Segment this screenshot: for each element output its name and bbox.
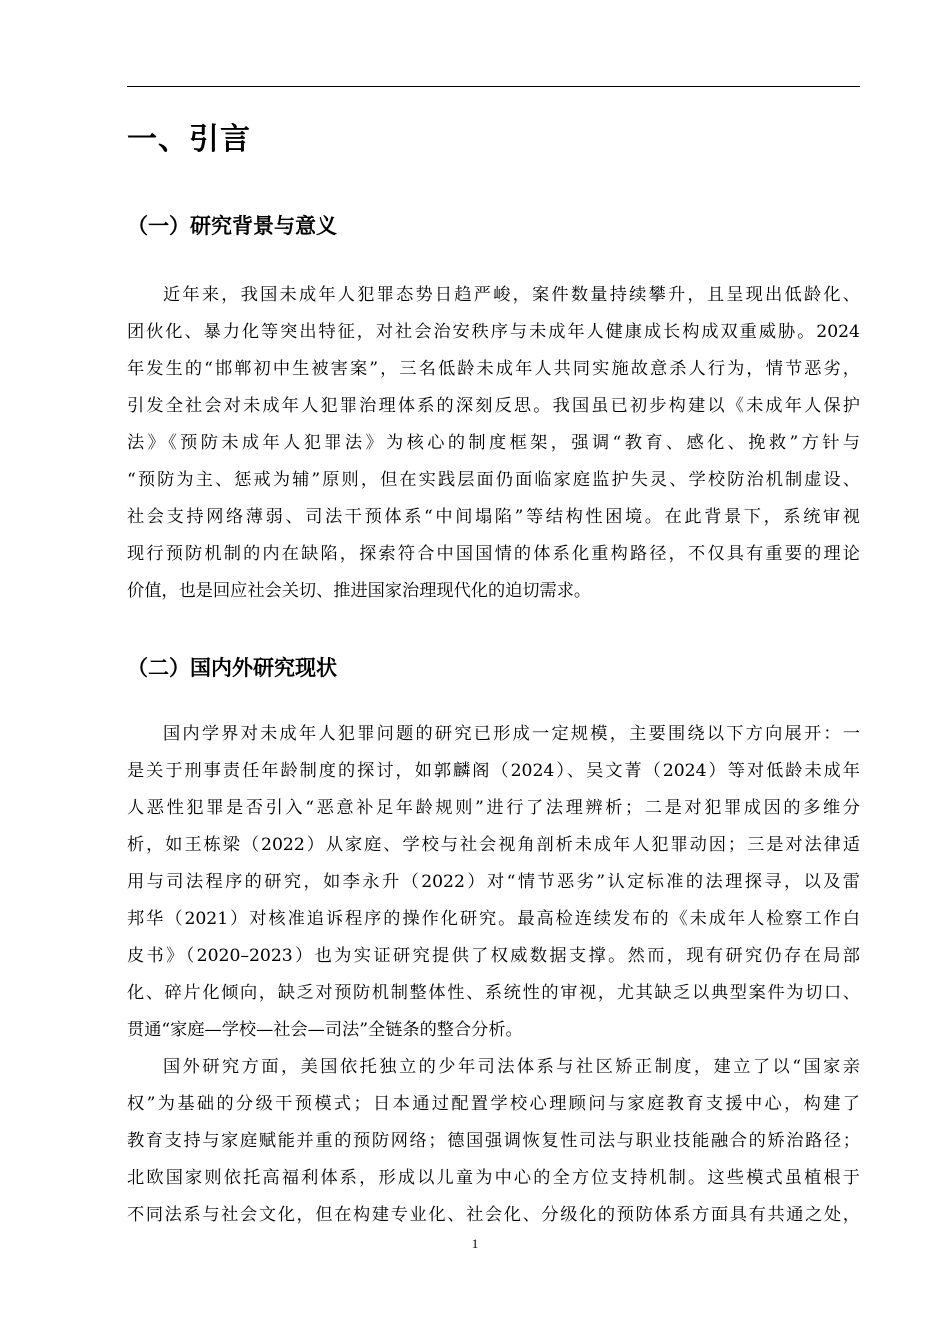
paragraph-line: 是关于刑事责任年龄制度的探讨，如郭麟阁（2024）、吴文菁（2024）等对低龄未成年 bbox=[127, 761, 860, 781]
paragraph-line: 法》《预防未成年人犯罪法》为核心的制度框架，强调“教育、感化、挽救”方针与 bbox=[127, 433, 860, 453]
paragraph-line: 团伙化、暴力化等突出特征，对社会治安秩序与未成年人健康成长构成双重威胁。2024 bbox=[127, 322, 860, 342]
paragraph-domestic-research bbox=[127, 716, 860, 1049]
paragraph-background bbox=[127, 277, 860, 610]
paragraph-line: 化、碎片化倾向，缺乏对预防机制整体性、系统性的审视，尤其缺乏以典型案件为切口、 bbox=[127, 983, 860, 1003]
paragraph-line: 贯通“家庭—学校—社会—司法”全链条的整合分析。 bbox=[127, 1020, 523, 1040]
paragraph-line: 权”为基础的分级干预模式；日本通过配置学校心理顾问与家庭教育支援中心，构建了 bbox=[127, 1094, 860, 1114]
section-heading-2: （二）国内外研究现状 bbox=[127, 656, 337, 680]
paragraph-line: 不同法系与社会文化，但在构建专业化、社会化、分级化的预防体系方面具有共通之处， bbox=[127, 1205, 860, 1225]
paragraph-line: 国内学界对未成年人犯罪问题的研究已形成一定规模，主要围绕以下方向展开：一 bbox=[163, 724, 860, 744]
paragraph-line: 国外研究方面，美国依托独立的少年司法体系与社区矫正制度，建立了以“国家亲 bbox=[163, 1057, 860, 1077]
paragraph-line: 邦华（2021）对核准追诉程序的操作化研究。最高检连续发布的《未成年人检察工作白 bbox=[127, 909, 860, 929]
paragraph-line: “预防为主、惩戒为辅”原则，但在实践层面仍面临家庭监护失灵、学校防治机制虚设、 bbox=[127, 470, 860, 490]
paragraph-line: 社会支持网络薄弱、司法干预体系“中间塌陷”等结构性困境。在此背景下，系统审视 bbox=[127, 507, 860, 527]
paragraph-line: 现行预防机制的内在缺陷，探索符合中国国情的体系化重构路径，不仅具有重要的理论 bbox=[127, 544, 860, 564]
paragraph-line: 年发生的“邯郸初中生被害案”，三名低龄未成年人共同实施故意杀人行为，情节恶劣， bbox=[127, 359, 860, 379]
paragraph-line: 引发全社会对未成年人犯罪治理体系的深刻反思。我国虽已初步构建以《未成年人保护 bbox=[127, 396, 860, 416]
paragraph-line: 皮书》（2020–2023）也为实证研究提供了权威数据支撑。然而，现有研究仍存在局部 bbox=[127, 946, 860, 966]
paragraph-line: 人恶性犯罪是否引入“恶意补足年龄规则”进行了法理辨析；二是对犯罪成因的多维分 bbox=[127, 798, 860, 818]
paragraph-line: 教育支持与家庭赋能并重的预防网络；德国强调恢复性司法与职业技能融合的矫治路径； bbox=[127, 1131, 860, 1151]
paragraph-line: 用与司法程序的研究，如李永升（2022）对“情节恶劣”认定标准的法理探寻，以及雷 bbox=[127, 872, 860, 892]
paragraph-line: 北欧国家则依托高福利体系，形成以儿童为中心的全方位支持机制。这些模式虽植根于 bbox=[127, 1168, 860, 1188]
header-rule bbox=[127, 86, 860, 87]
page-number: 1 bbox=[471, 1236, 479, 1251]
paragraph-foreign-research bbox=[127, 1049, 860, 1234]
paragraph-line: 近年来，我国未成年人犯罪态势日趋严峻，案件数量持续攀升，且呈现出低龄化、 bbox=[163, 285, 860, 305]
chapter-title: 一、引言 bbox=[127, 122, 251, 157]
section-heading-1: （一）研究背景与意义 bbox=[127, 214, 337, 238]
paragraph-line: 价值，也是回应社会关切、推进国家治理现代化的迫切需求。 bbox=[127, 581, 592, 601]
paragraph-line: 析，如王栋梁（2022）从家庭、学校与社会视角剖析未成年人犯罪动因；三是对法律适 bbox=[127, 835, 860, 855]
